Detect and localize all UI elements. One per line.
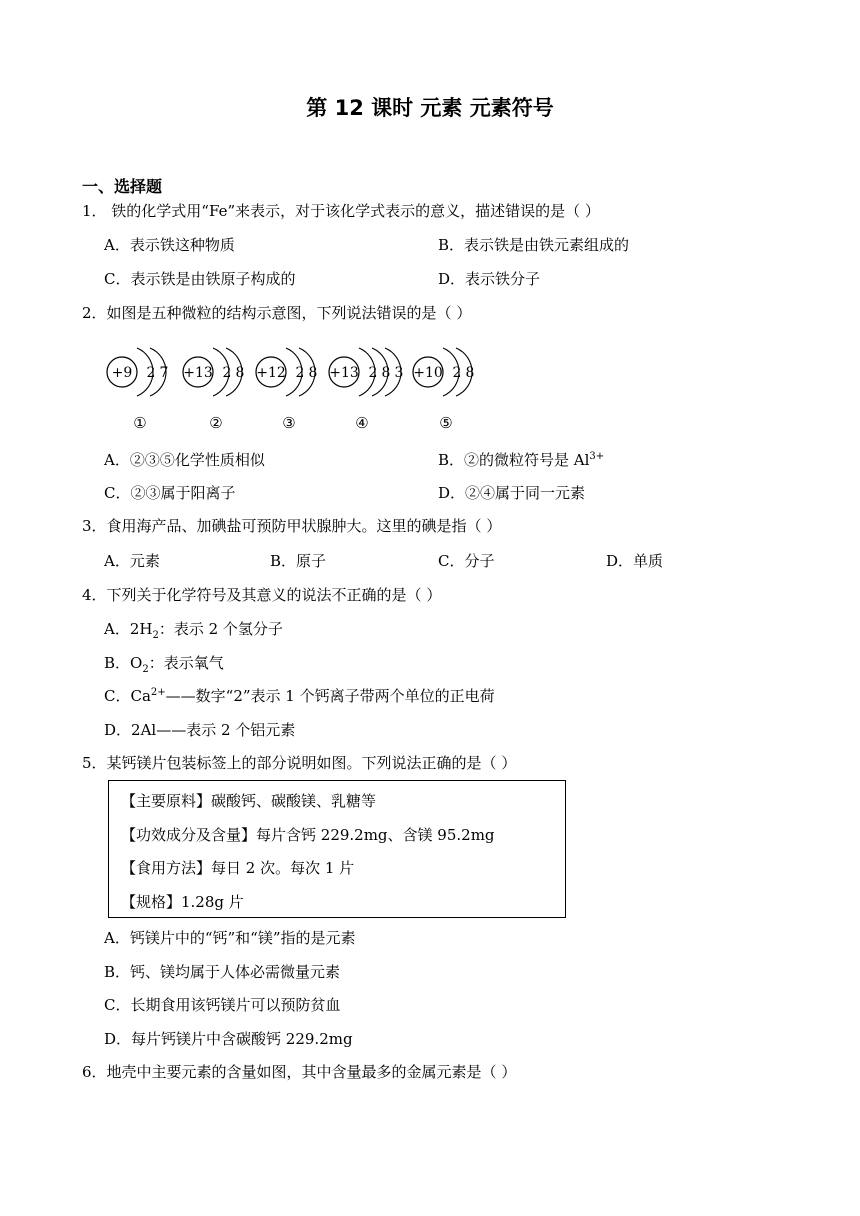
nucleus-charge: +13 xyxy=(329,365,359,381)
question-4-option-b xyxy=(104,653,224,673)
particle-label: ⑤ xyxy=(439,414,453,432)
particle-2 xyxy=(183,348,244,432)
option-c-meaning: ——数字“2”表示 1 个钙离子带两个单位的正电荷 xyxy=(165,687,495,705)
question-5-option-b: B．钙、镁均属于人体必需微量元素 xyxy=(104,963,341,981)
shell-electron-count: 8 xyxy=(235,365,245,381)
atomic-structure-diagram xyxy=(96,334,496,440)
question-2-option-a: A．②③⑤化学性质相似 xyxy=(104,451,265,469)
option-b-subscript: 2 xyxy=(142,664,149,675)
shell-electron-count: 8 xyxy=(465,365,475,381)
question-2-option-b-text: B．②的微粒符号是 Al xyxy=(438,451,590,469)
option-b-formula: B．O xyxy=(104,654,143,672)
question-1-stem: 1． 铁的化学式用“Fe”来表示，对于该化学式表示的意义，描述错误的是（ ） xyxy=(82,202,600,220)
shell-electron-count: 2 xyxy=(295,365,305,381)
nucleus-charge: +10 xyxy=(413,365,443,381)
section-heading: 一、选择题 xyxy=(82,177,163,196)
question-3-stem: 3．食用海产品、加碘盐可预防甲状腺肿大。这里的碘是指（ ） xyxy=(82,517,502,535)
option-a-formula: A．2H xyxy=(104,620,153,638)
question-3-option-a: A．元素 xyxy=(104,552,160,570)
shell-electron-count: 2 xyxy=(146,365,156,381)
question-3-option-c: C．分子 xyxy=(438,552,495,570)
ion-charge-superscript: 3+ xyxy=(589,451,605,462)
particle-5 xyxy=(413,348,474,432)
question-2-option-d: D．②④属于同一元素 xyxy=(438,484,586,502)
option-c-superscript: 2+ xyxy=(150,687,166,698)
particle-label: ② xyxy=(209,414,223,432)
question-1-option-c: C．表示铁是由铁原子构成的 xyxy=(104,270,296,288)
question-3-option-b: B．原子 xyxy=(270,552,327,570)
question-4-option-a xyxy=(104,619,283,639)
question-5-option-c: C．长期食用该钙镁片可以预防贫血 xyxy=(104,996,341,1014)
option-c-formula: C．Ca xyxy=(104,687,151,705)
label-line-content: 【功效成分及含量】每片含钙 229.2mg、含镁 95.2mg xyxy=(121,826,495,844)
question-4-option-c xyxy=(104,686,495,706)
nucleus-charge: +13 xyxy=(183,365,213,381)
nucleus-charge: +12 xyxy=(256,365,286,381)
question-5-option-d: D．每片钙镁片中含碳酸钙 229.2mg xyxy=(104,1030,353,1048)
question-5-stem: 5．某钙镁片包装标签上的部分说明如图。下列说法正确的是（ ） xyxy=(82,754,517,772)
shell-electron-count: 8 xyxy=(308,365,318,381)
shell-electron-count: 2 xyxy=(368,365,378,381)
particle-label: ③ xyxy=(282,414,296,432)
product-label-box xyxy=(108,780,566,918)
question-5-option-a: A．钙镁片中的“钙”和“镁”指的是元素 xyxy=(104,929,356,947)
particle-4 xyxy=(329,348,403,432)
option-a-subscript: 2 xyxy=(152,630,159,641)
question-4-option-d: D．2Al——表示 2 个铝元素 xyxy=(104,721,296,739)
shell-electron-count: 3 xyxy=(394,365,404,381)
particle-label: ① xyxy=(133,414,147,432)
question-2-option-b xyxy=(438,450,604,470)
option-a-meaning: ：表示 2 个氢分子 xyxy=(158,620,283,638)
shell-electron-count: 2 xyxy=(222,365,232,381)
question-2-stem: 2．如图是五种微粒的结构示意图，下列说法错误的是（ ） xyxy=(82,304,472,322)
shell-electron-count: 2 xyxy=(452,365,462,381)
question-6-stem: 6．地壳中主要元素的含量如图，其中含量最多的金属元素是（ ） xyxy=(82,1063,517,1081)
option-b-meaning: ：表示氧气 xyxy=(148,654,224,672)
question-1-option-b: B．表示铁是由铁元素组成的 xyxy=(438,236,630,254)
question-4-stem: 4．下列关于化学符号及其意义的说法不正确的是（ ） xyxy=(82,586,442,604)
question-1-option-a: A．表示铁这种物质 xyxy=(104,236,235,254)
particle-label: ④ xyxy=(355,414,369,432)
question-3-option-d: D．单质 xyxy=(606,552,664,570)
label-line-ingredients: 【主要原料】碳酸钙、碳酸镁、乳糖等 xyxy=(121,792,377,810)
label-line-usage: 【食用方法】每日 2 次。每次 1 片 xyxy=(121,859,355,877)
shell-electron-count: 7 xyxy=(159,365,169,381)
question-1-option-d: D．表示铁分子 xyxy=(438,270,541,288)
particle-1 xyxy=(107,348,168,432)
particle-3 xyxy=(256,348,317,432)
nucleus-charge: +9 xyxy=(111,365,133,381)
page-title: 第 12 课时 元素 元素符号 xyxy=(306,96,554,120)
shell-electron-count: 8 xyxy=(381,365,391,381)
question-2-option-c: C．②③属于阳离子 xyxy=(104,484,236,502)
label-line-spec: 【规格】1.28g 片 xyxy=(121,893,244,911)
